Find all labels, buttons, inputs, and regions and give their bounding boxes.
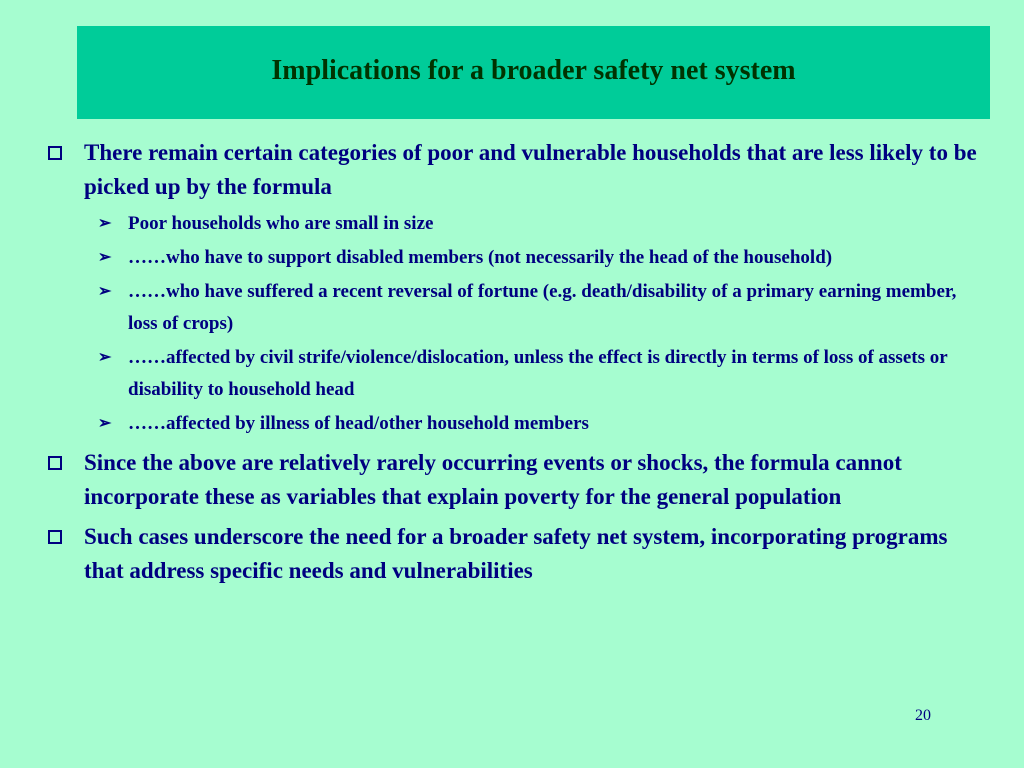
page-number: 20 bbox=[915, 707, 931, 724]
sub-bullet-2-text: ……who have to support disabled members (not necessarily the head of the household) bbox=[128, 247, 833, 268]
bullet-1-text: There remain certain categories of poor and vulnerable households that are less likely to be picked up by the formula bbox=[84, 140, 977, 199]
bullet-3 bbox=[44, 520, 984, 588]
sub-bullet-4 bbox=[98, 342, 984, 406]
sub-bullet-5 bbox=[98, 408, 984, 440]
square-bullet-icon bbox=[48, 146, 62, 160]
square-bullet-icon bbox=[48, 530, 62, 544]
arrow-bullet-icon: ➢ bbox=[98, 349, 112, 366]
bullet-1 bbox=[44, 136, 984, 204]
sub-bullet-4-text: ……affected by civil strife/violence/dislocation, unless the effect is directly in terms of loss of assets or disability to household head bbox=[128, 347, 948, 400]
bullet-3-text: Such cases underscore the need for a broader safety net system, incorporating programs that address specific needs and vulnerabilities bbox=[84, 524, 948, 583]
sub-bullet-3 bbox=[98, 276, 984, 340]
arrow-bullet-icon: ➢ bbox=[98, 415, 112, 432]
square-bullet-icon bbox=[48, 456, 62, 470]
bullet-1-sublist bbox=[98, 208, 984, 440]
title-band bbox=[77, 26, 990, 119]
arrow-bullet-icon: ➢ bbox=[98, 215, 112, 232]
sub-bullet-1 bbox=[98, 208, 984, 240]
sub-bullet-2 bbox=[98, 242, 984, 274]
sub-bullet-5-text: ……affected by illness of head/other household members bbox=[128, 413, 589, 434]
sub-bullet-1-text: Poor households who are small in size bbox=[128, 213, 434, 234]
arrow-bullet-icon: ➢ bbox=[98, 249, 112, 266]
bullet-2-text: Since the above are relatively rarely occurring events or shocks, the formula cannot incorporate these as variables that explain poverty for the general population bbox=[84, 450, 902, 509]
slide-content bbox=[44, 136, 984, 588]
bullet-2 bbox=[44, 446, 984, 514]
slide-title: Implications for a broader safety net system bbox=[271, 54, 796, 86]
sub-bullet-3-text: ……who have suffered a recent reversal of fortune (e.g. death/disability of a primary earning member, loss of crops) bbox=[128, 281, 957, 334]
arrow-bullet-icon: ➢ bbox=[98, 283, 112, 300]
